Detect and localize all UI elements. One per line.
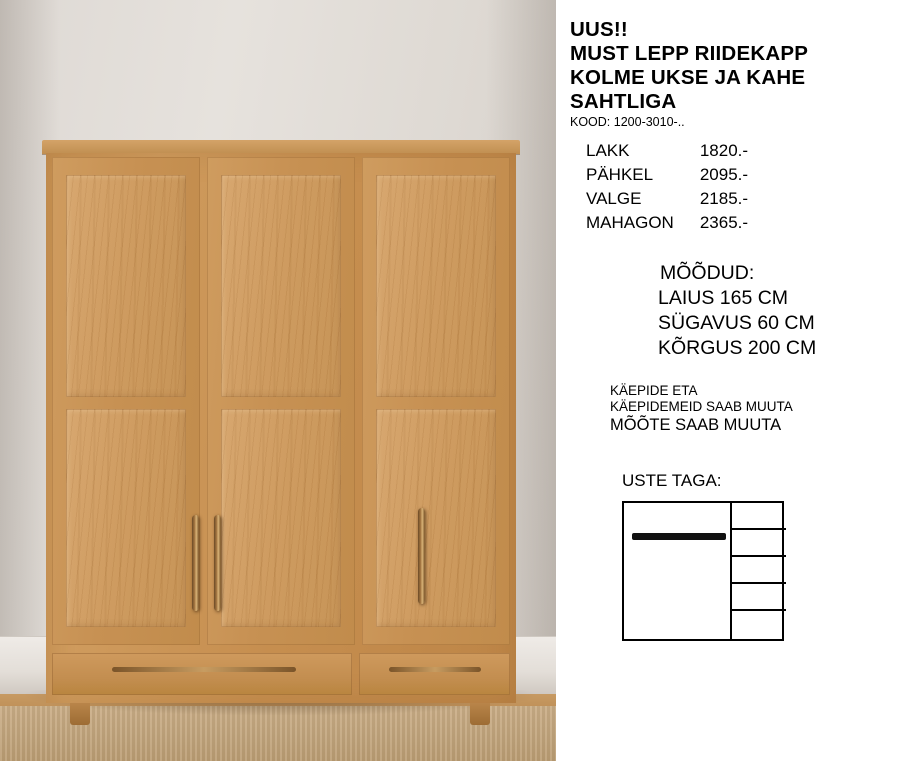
info-pane [556, 0, 916, 761]
door-panel-upper [376, 175, 496, 397]
door-handle-right [418, 508, 425, 604]
diagram-shelf-4 [730, 609, 786, 611]
wood-grain [66, 409, 186, 627]
title-line-4: SAHTLIGA [570, 90, 677, 113]
drawer-right [359, 653, 510, 695]
door-panel-lower [66, 409, 186, 627]
product-code: KOOD: 1200-3010-.. [570, 115, 685, 129]
dimensions-block [658, 261, 916, 361]
price-value: 2095.- [699, 165, 749, 184]
door-panel-upper [66, 175, 186, 397]
title-line-1: UUS!! [570, 18, 628, 41]
note-handles-changeable: KÄEPIDEMEID SAAB MUUTA [610, 398, 793, 414]
title-line-2: MUST LEPP RIIDEKAPP [570, 42, 809, 65]
cabinet-foot-left [70, 703, 90, 725]
cabinet-foot-right [470, 703, 490, 725]
table-row [586, 163, 748, 187]
price-name: MAHAGON [586, 213, 674, 232]
wood-grain [221, 175, 341, 397]
wood-grain [66, 175, 186, 397]
product-title [570, 18, 916, 114]
cabinet-top [42, 140, 520, 154]
diagram-shelf-2 [730, 555, 786, 557]
drawer-handle-right [389, 667, 481, 672]
hanging-rod-icon [632, 533, 726, 540]
dimension-depth: SÜGAVUS 60 CM [658, 312, 815, 334]
price-value: 2185.- [699, 189, 749, 208]
notes-block [610, 383, 916, 435]
title-line-3: KOLME UKSE JA KAHE [570, 66, 806, 89]
wardrobe [36, 140, 526, 705]
price-value: 2365.- [699, 213, 749, 232]
note-dimensions-changeable: MÕÕTE SAAB MUUTA [610, 416, 782, 434]
wardrobe-door-left [52, 157, 200, 645]
price-name: VALGE [586, 189, 642, 208]
table-row [586, 187, 748, 211]
drawer-handle-left [112, 667, 296, 672]
wood-grain [376, 409, 496, 627]
door-panel-lower [376, 409, 496, 627]
wardrobe-door-right [362, 157, 510, 645]
price-table [586, 139, 748, 235]
table-row [586, 139, 748, 163]
diagram-shelf-1 [730, 528, 786, 530]
diagram-shelf-3 [730, 582, 786, 584]
door-panel-upper [221, 175, 341, 397]
dimension-height: KÕRGUS 200 CM [658, 337, 817, 359]
dimensions-heading: MÕÕDUD: [660, 262, 755, 284]
price-value: 1820.- [699, 141, 749, 160]
cabinet-body [46, 153, 516, 703]
diagram-divider-vertical [730, 503, 732, 639]
door-handle-middle [214, 515, 221, 611]
wood-grain [376, 175, 496, 397]
dimension-width: LAIUS 165 CM [658, 287, 789, 309]
behind-doors-label: USTE TAGA: [622, 471, 722, 490]
door-panel-lower [221, 409, 341, 627]
door-handle-left [192, 515, 199, 611]
drawer-left [52, 653, 352, 695]
table-row [586, 211, 748, 235]
interior-layout-diagram [622, 501, 784, 641]
wardrobe-door-middle [207, 157, 355, 645]
price-name: PÄHKEL [586, 165, 654, 184]
wood-grain [221, 409, 341, 627]
price-name: LAKK [586, 141, 630, 160]
note-handle-eta: KÄEPIDE ETA [610, 383, 698, 398]
